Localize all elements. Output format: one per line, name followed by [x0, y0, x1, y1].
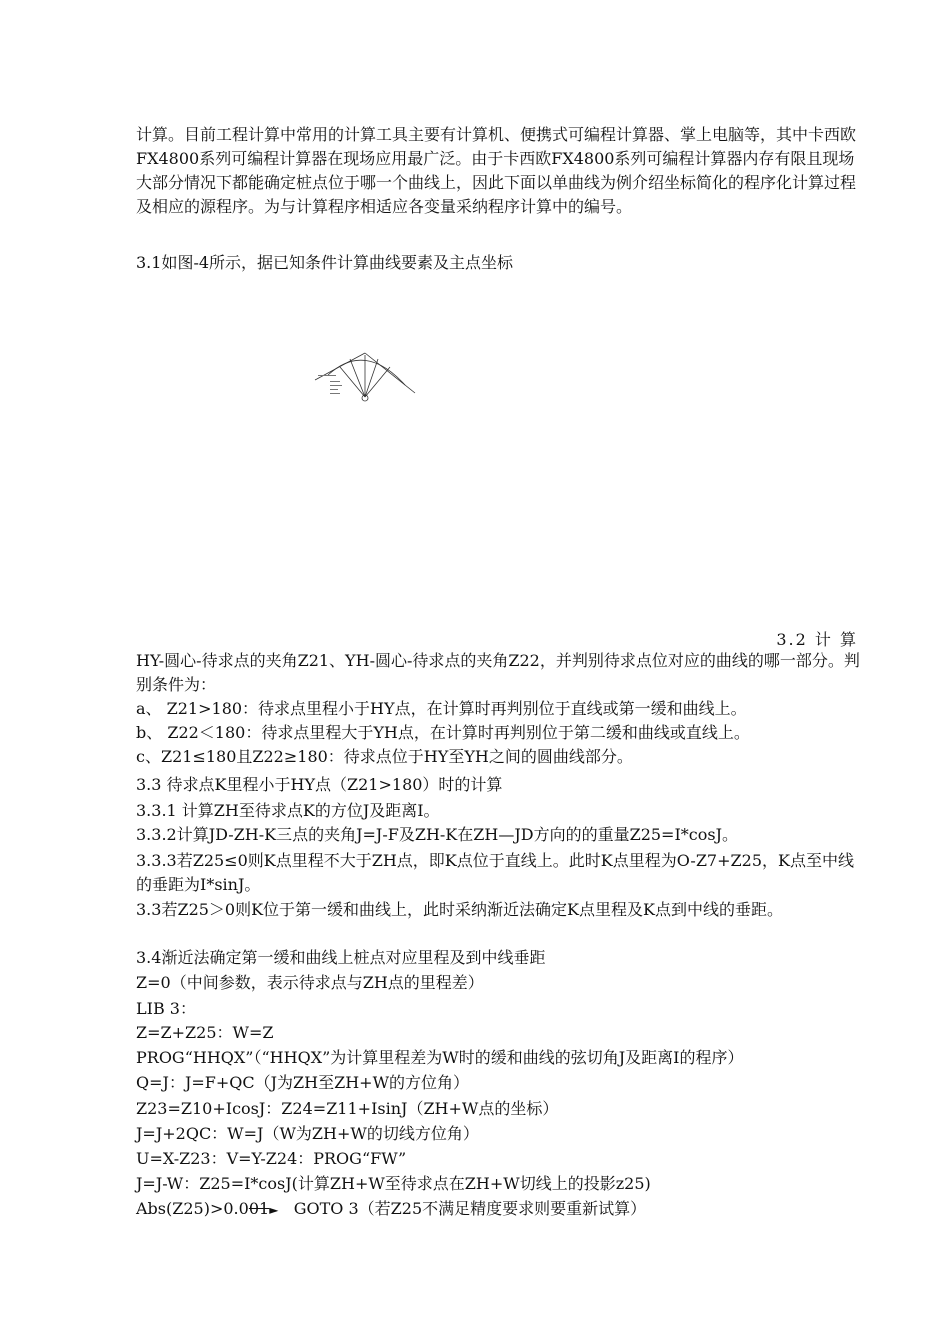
section-3-3: 3.3 待求点K里程小于HY点（Z21>180）时的计算 — [136, 775, 503, 794]
condition-a: a、 Z21>180：待求点里程小于HY点，在计算时再判别位于直线或第一缓和曲线上。 — [136, 699, 747, 718]
condition-c: c、Z21≤180且Z22≥180：待求点位于HY至YH之间的圆曲线部分。 — [136, 747, 633, 766]
section-3-1: 3.1如图-4所示，据已知条件计算曲线要素及主点坐标 — [136, 253, 514, 272]
code-line-6: Z23=Z10+IcosJ：Z24=Z11+IsinJ（ZH+W点的坐标） — [136, 1099, 559, 1118]
code-line-10-condition: Abs(Z25)>0.0 — [136, 1199, 249, 1218]
section-3-4: 3.4渐近法确定第一缓和曲线上桩点对应里程及到中线垂距 — [136, 948, 546, 967]
code-line-1: Z=0（中间参数，表示待求点与ZH点的里程差） — [136, 973, 484, 992]
code-line-10-goto: GOTO 3（若Z25不满足精度要求则要重新试算） — [293, 1199, 647, 1218]
intro-paragraph: 计算。目前工程计算中常用的计算工具主要有计算机、便携式可编程计算器、掌上电脑等，其中卡西欧FX4800系列可编程计算器在现场应用最广泛。由于卡西欧FX4800系列可编程计算器内存有限且现场大部分情况下都能确定桩点位于哪一个曲线上，因此下面以单曲线为例介绍坐标简化的程序化计算过程及相应的源程序。为与计算程序相适应各变量采纳程序计算中的编号。 — [136, 125, 857, 216]
condition-b: b、 Z22＜180：待求点里程大于YH点，在计算时再判别位于第二缓和曲线或直线上。 — [136, 723, 750, 742]
code-line-3: Z=Z+Z25：W=Z — [136, 1023, 274, 1042]
section-3-3-1: 3.3.1 计算ZH至待求点K的方位J及距离I。 — [136, 801, 440, 820]
code-line-10-struck: 01 — [248, 1199, 270, 1218]
section-3-2: 3.2 计 算 — [776, 630, 858, 649]
code-line-10 — [136, 1197, 646, 1222]
code-line-2: LIB 3： — [136, 999, 196, 1018]
section-3-3-3: 3.3.3若Z25≤0则K点里程不大于ZH点，即K点位于直线上。此时K点里程为O-Z7+Z25，K点至中线的垂距为I*sinJ。 — [136, 851, 854, 894]
arrow-right-icon: ► — [269, 1203, 279, 1217]
code-line-9: J=J-W：Z25=I*cosJ(计算ZH+W至待求点在ZH+W切线上的投影z25) — [136, 1174, 651, 1193]
section-3-3-b: 3.3若Z25＞0则K位于第一缓和曲线上，此时采纳渐近法确定K点里程及K点到中线的垂距。 — [136, 900, 783, 919]
section-3-3-2: 3.3.2计算JD-ZH-K三点的夹角J=J-F及ZH-K在ZH—JD方向的的重量Z25=I*cosJ。 — [136, 825, 738, 844]
curve-diagram — [310, 345, 420, 405]
angle-paragraph: HY-圆心-待求点的夹角Z21、YH-圆心-待求点的夹角Z22，并判别待求点位对应的曲线的哪一部分。判别条件为： — [136, 651, 860, 694]
code-line-7: J=J+2QC：W=J（W为ZH+W的切线方位角） — [136, 1124, 479, 1143]
code-line-8: U=X-Z23：V=Y-Z24：PROG“FW” — [136, 1149, 407, 1168]
code-line-4: PROG“HHQX”（“HHQX”为计算里程差为W时的缓和曲线的弦切角J及距离I的程序） — [136, 1048, 744, 1067]
code-line-5: Q=J：J=F+QC（J为ZH至ZH+W的方位角） — [136, 1073, 470, 1092]
